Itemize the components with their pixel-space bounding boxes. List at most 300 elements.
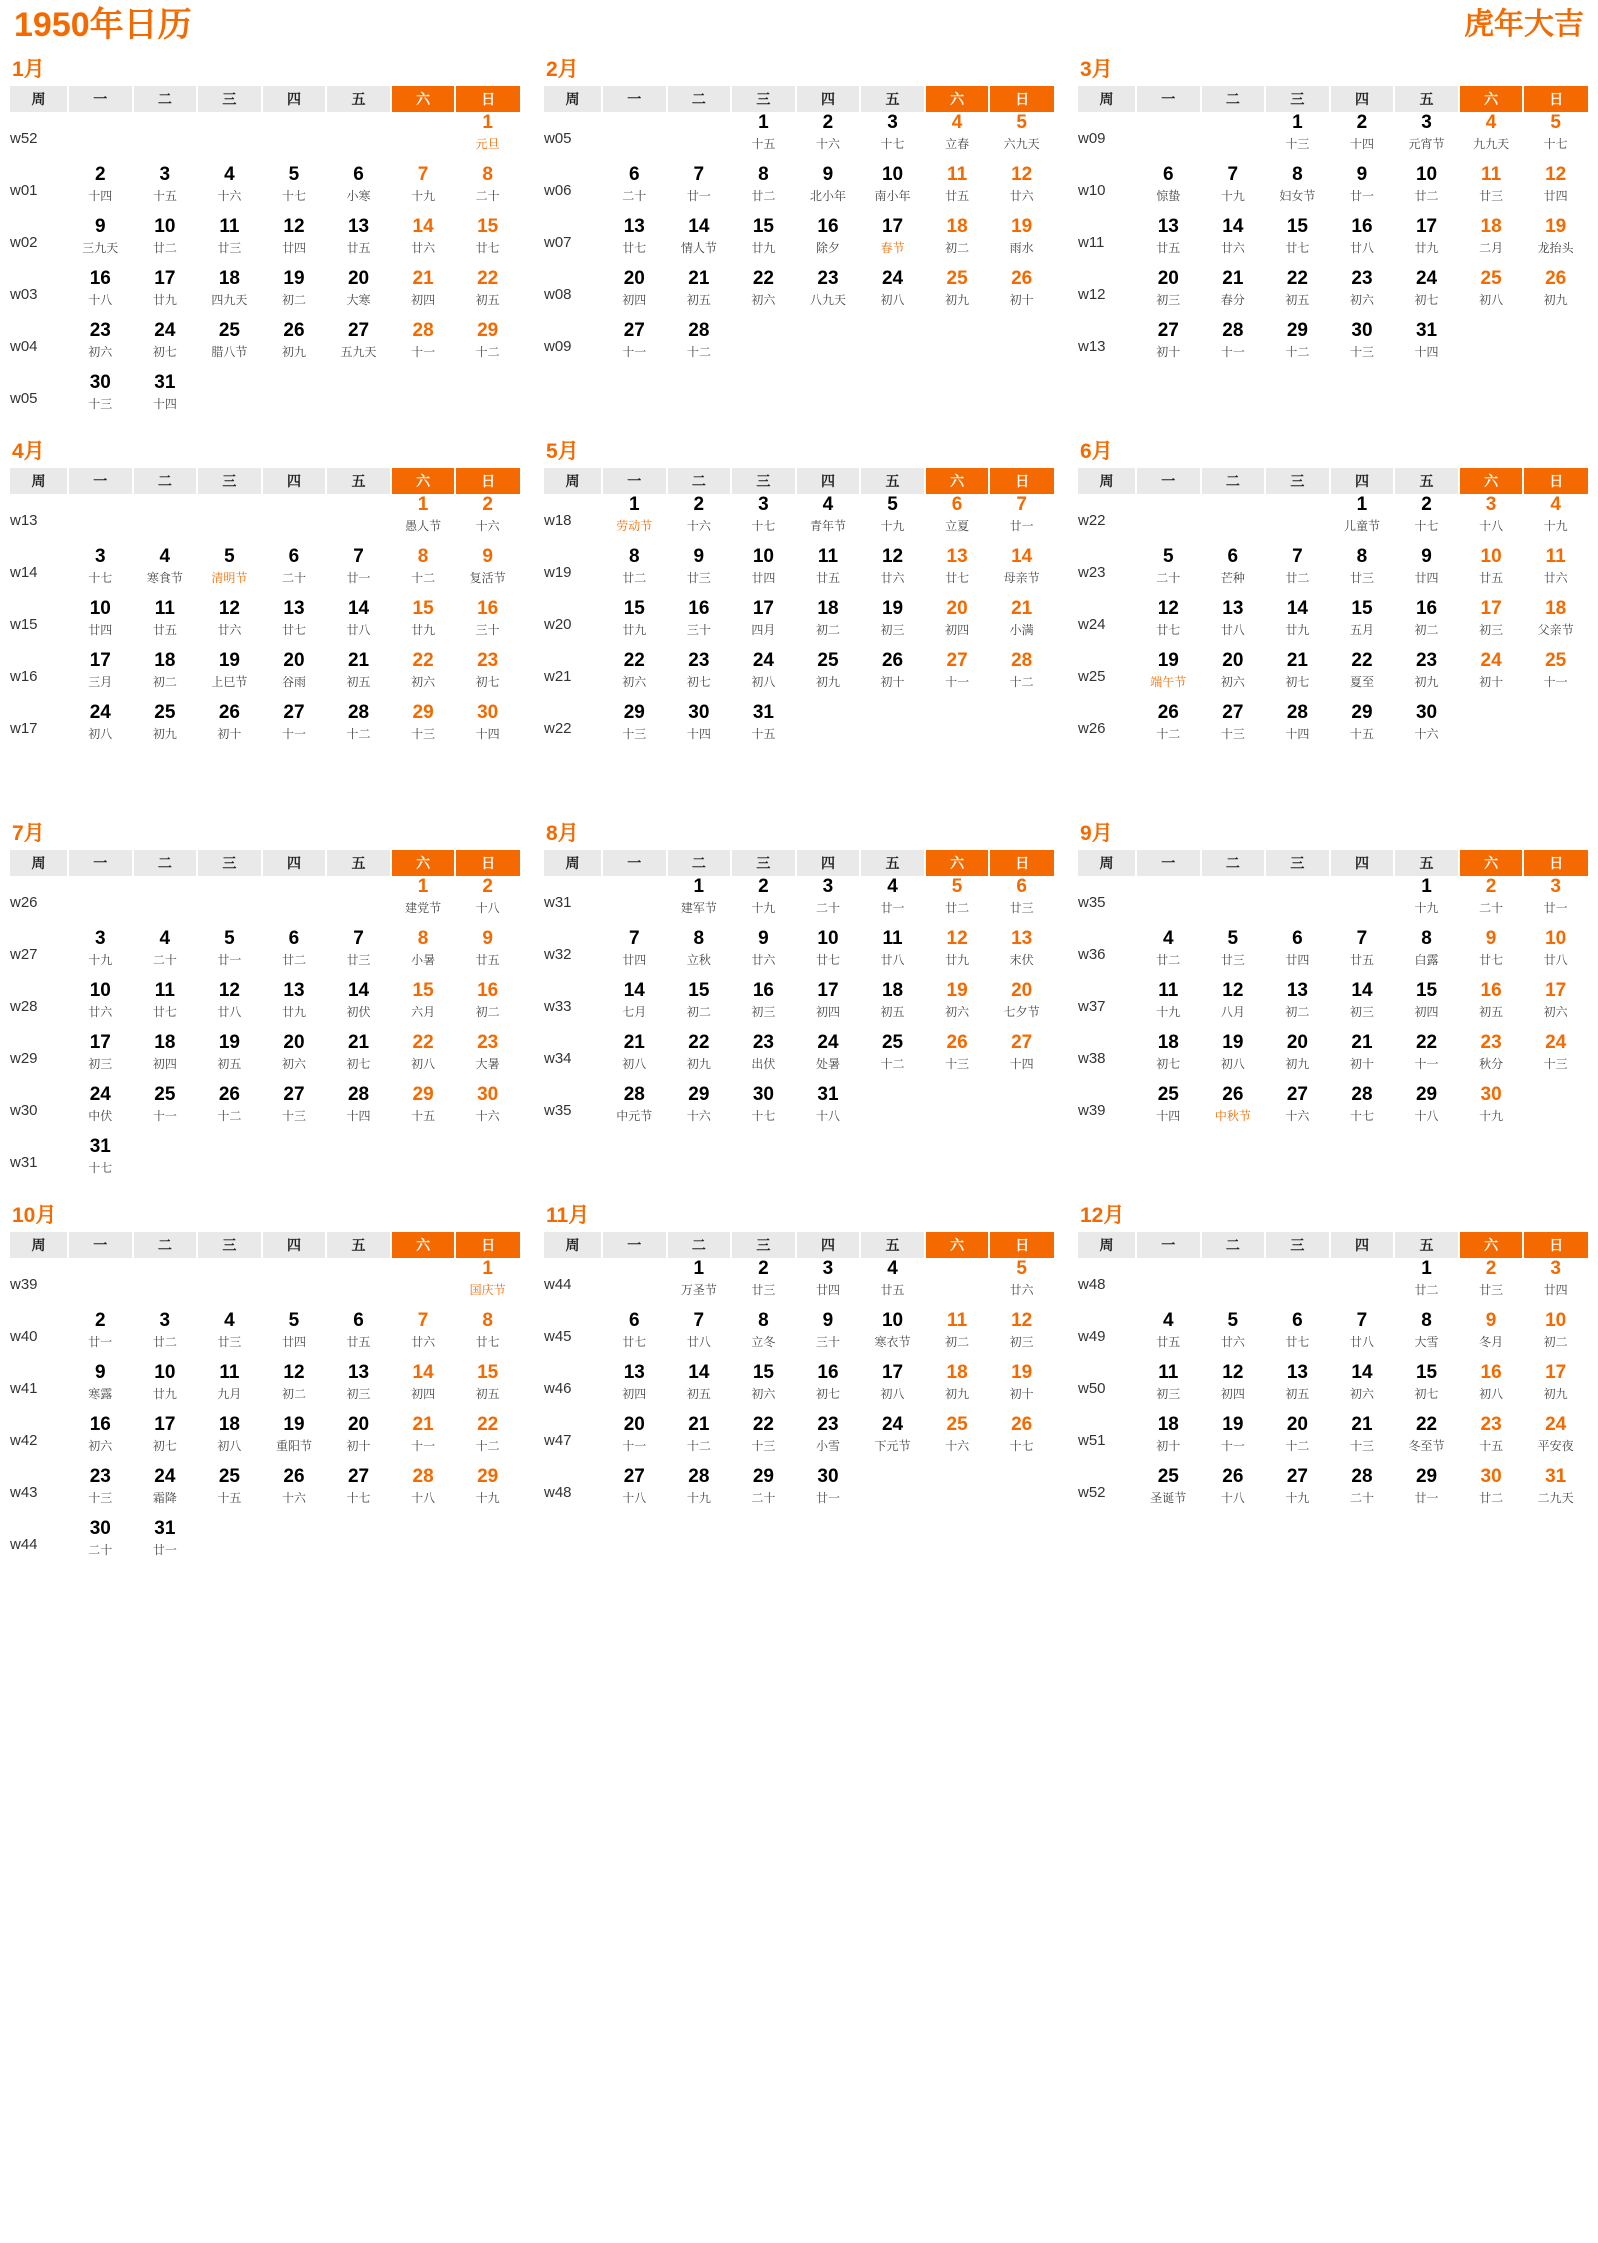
day-cell[interactable] (68, 372, 133, 424)
day-cell[interactable] (1523, 650, 1588, 702)
day-cell[interactable] (731, 494, 796, 546)
day-cell[interactable] (1330, 1032, 1395, 1084)
day-cell[interactable] (262, 268, 327, 320)
day-cell[interactable] (1330, 546, 1395, 598)
day-cell[interactable] (989, 268, 1054, 320)
day-cell[interactable] (1523, 1032, 1588, 1084)
day-cell[interactable] (1523, 1362, 1588, 1414)
day-cell[interactable] (391, 876, 456, 928)
day-cell[interactable] (1394, 876, 1459, 928)
day-cell[interactable] (1330, 320, 1395, 372)
day-cell[interactable] (860, 112, 925, 164)
day-cell[interactable] (1201, 598, 1266, 650)
day-cell[interactable] (133, 1518, 198, 1570)
day-cell[interactable] (391, 1466, 456, 1518)
day-cell[interactable] (925, 268, 990, 320)
day-cell[interactable] (262, 320, 327, 372)
day-cell[interactable] (860, 1362, 925, 1414)
day-cell[interactable] (262, 702, 327, 754)
day-cell[interactable] (860, 1310, 925, 1362)
day-cell[interactable] (1265, 112, 1330, 164)
day-cell[interactable] (1265, 980, 1330, 1032)
day-cell[interactable] (1394, 1310, 1459, 1362)
day-cell[interactable] (796, 650, 861, 702)
day-cell[interactable] (68, 216, 133, 268)
day-cell[interactable] (796, 598, 861, 650)
day-cell[interactable] (667, 1466, 732, 1518)
day-cell[interactable] (455, 320, 520, 372)
day-cell[interactable] (1136, 1084, 1201, 1136)
day-cell[interactable] (197, 702, 262, 754)
day-cell[interactable] (455, 164, 520, 216)
day-cell[interactable] (326, 980, 391, 1032)
day-cell[interactable] (1201, 268, 1266, 320)
day-cell[interactable] (1394, 1032, 1459, 1084)
day-cell[interactable] (989, 1414, 1054, 1466)
day-cell[interactable] (989, 216, 1054, 268)
day-cell[interactable] (326, 1310, 391, 1362)
day-cell[interactable] (197, 980, 262, 1032)
day-cell[interactable] (262, 1466, 327, 1518)
day-cell[interactable] (133, 1084, 198, 1136)
day-cell[interactable] (1459, 164, 1524, 216)
day-cell[interactable] (133, 980, 198, 1032)
day-cell[interactable] (925, 1032, 990, 1084)
day-cell[interactable] (197, 320, 262, 372)
day-cell[interactable] (1459, 216, 1524, 268)
day-cell[interactable] (1394, 980, 1459, 1032)
day-cell[interactable] (1201, 320, 1266, 372)
day-cell[interactable] (197, 650, 262, 702)
day-cell[interactable] (860, 598, 925, 650)
day-cell[interactable] (391, 320, 456, 372)
day-cell[interactable] (667, 1084, 732, 1136)
day-cell[interactable] (989, 546, 1054, 598)
day-cell[interactable] (989, 650, 1054, 702)
day-cell[interactable] (667, 1258, 732, 1310)
day-cell[interactable] (455, 216, 520, 268)
day-cell[interactable] (731, 876, 796, 928)
day-cell[interactable] (925, 598, 990, 650)
day-cell[interactable] (455, 1362, 520, 1414)
day-cell[interactable] (68, 1362, 133, 1414)
day-cell[interactable] (731, 1414, 796, 1466)
day-cell[interactable] (68, 1414, 133, 1466)
day-cell[interactable] (133, 1466, 198, 1518)
day-cell[interactable] (1201, 216, 1266, 268)
day-cell[interactable] (925, 876, 990, 928)
day-cell[interactable] (68, 1084, 133, 1136)
day-cell[interactable] (731, 1466, 796, 1518)
day-cell[interactable] (197, 268, 262, 320)
day-cell[interactable] (731, 650, 796, 702)
day-cell[interactable] (925, 980, 990, 1032)
day-cell[interactable] (391, 702, 456, 754)
day-cell[interactable] (667, 216, 732, 268)
day-cell[interactable] (391, 650, 456, 702)
day-cell[interactable] (262, 1362, 327, 1414)
day-cell[interactable] (1265, 1414, 1330, 1466)
day-cell[interactable] (262, 546, 327, 598)
day-cell[interactable] (796, 268, 861, 320)
day-cell[interactable] (197, 1084, 262, 1136)
day-cell[interactable] (455, 1084, 520, 1136)
day-cell[interactable] (989, 980, 1054, 1032)
day-cell[interactable] (796, 546, 861, 598)
day-cell[interactable] (1394, 702, 1459, 754)
day-cell[interactable] (731, 1362, 796, 1414)
day-cell[interactable] (1523, 1466, 1588, 1518)
day-cell[interactable] (197, 1414, 262, 1466)
day-cell[interactable] (667, 980, 732, 1032)
day-cell[interactable] (326, 164, 391, 216)
day-cell[interactable] (1523, 1414, 1588, 1466)
day-cell[interactable] (925, 1414, 990, 1466)
day-cell[interactable] (1523, 1258, 1588, 1310)
day-cell[interactable] (1394, 1466, 1459, 1518)
day-cell[interactable] (1136, 268, 1201, 320)
day-cell[interactable] (391, 598, 456, 650)
day-cell[interactable] (262, 1032, 327, 1084)
day-cell[interactable] (326, 320, 391, 372)
day-cell[interactable] (796, 928, 861, 980)
day-cell[interactable] (602, 164, 667, 216)
day-cell[interactable] (455, 1310, 520, 1362)
day-cell[interactable] (326, 1084, 391, 1136)
day-cell[interactable] (1523, 928, 1588, 980)
day-cell[interactable] (1394, 598, 1459, 650)
day-cell[interactable] (262, 1310, 327, 1362)
day-cell[interactable] (1523, 980, 1588, 1032)
day-cell[interactable] (68, 164, 133, 216)
day-cell[interactable] (391, 1310, 456, 1362)
day-cell[interactable] (602, 980, 667, 1032)
day-cell[interactable] (197, 1032, 262, 1084)
day-cell[interactable] (602, 1310, 667, 1362)
day-cell[interactable] (1523, 494, 1588, 546)
day-cell[interactable] (1459, 650, 1524, 702)
day-cell[interactable] (1330, 1414, 1395, 1466)
day-cell[interactable] (1330, 1466, 1395, 1518)
day-cell[interactable] (667, 164, 732, 216)
day-cell[interactable] (455, 1258, 520, 1310)
day-cell[interactable] (326, 216, 391, 268)
day-cell[interactable] (326, 598, 391, 650)
day-cell[interactable] (133, 320, 198, 372)
day-cell[interactable] (262, 164, 327, 216)
day-cell[interactable] (262, 216, 327, 268)
day-cell[interactable] (1459, 1084, 1524, 1136)
day-cell[interactable] (262, 1414, 327, 1466)
day-cell[interactable] (667, 320, 732, 372)
day-cell[interactable] (860, 546, 925, 598)
day-cell[interactable] (1136, 928, 1201, 980)
day-cell[interactable] (455, 546, 520, 598)
day-cell[interactable] (860, 1414, 925, 1466)
day-cell[interactable] (1459, 268, 1524, 320)
day-cell[interactable] (1330, 268, 1395, 320)
day-cell[interactable] (1201, 1310, 1266, 1362)
day-cell[interactable] (455, 1466, 520, 1518)
day-cell[interactable] (925, 1362, 990, 1414)
day-cell[interactable] (667, 876, 732, 928)
day-cell[interactable] (197, 598, 262, 650)
day-cell[interactable] (1394, 112, 1459, 164)
day-cell[interactable] (1394, 1084, 1459, 1136)
day-cell[interactable] (133, 546, 198, 598)
day-cell[interactable] (989, 928, 1054, 980)
day-cell[interactable] (796, 1258, 861, 1310)
day-cell[interactable] (455, 494, 520, 546)
day-cell[interactable] (455, 702, 520, 754)
day-cell[interactable] (1201, 928, 1266, 980)
day-cell[interactable] (68, 1136, 133, 1188)
day-cell[interactable] (667, 1032, 732, 1084)
day-cell[interactable] (667, 546, 732, 598)
day-cell[interactable] (1201, 1414, 1266, 1466)
day-cell[interactable] (262, 928, 327, 980)
day-cell[interactable] (1459, 598, 1524, 650)
day-cell[interactable] (262, 980, 327, 1032)
day-cell[interactable] (1136, 598, 1201, 650)
day-cell[interactable] (133, 598, 198, 650)
day-cell[interactable] (1265, 598, 1330, 650)
day-cell[interactable] (1201, 1362, 1266, 1414)
day-cell[interactable] (68, 268, 133, 320)
day-cell[interactable] (1136, 1362, 1201, 1414)
day-cell[interactable] (989, 1310, 1054, 1362)
day-cell[interactable] (1459, 1032, 1524, 1084)
day-cell[interactable] (197, 928, 262, 980)
day-cell[interactable] (262, 598, 327, 650)
day-cell[interactable] (989, 1362, 1054, 1414)
day-cell[interactable] (133, 928, 198, 980)
day-cell[interactable] (860, 980, 925, 1032)
day-cell[interactable] (667, 494, 732, 546)
day-cell[interactable] (1523, 598, 1588, 650)
day-cell[interactable] (1265, 1362, 1330, 1414)
day-cell[interactable] (731, 1310, 796, 1362)
day-cell[interactable] (133, 268, 198, 320)
day-cell[interactable] (860, 216, 925, 268)
day-cell[interactable] (1265, 702, 1330, 754)
day-cell[interactable] (326, 1032, 391, 1084)
day-cell[interactable] (602, 1466, 667, 1518)
day-cell[interactable] (1265, 216, 1330, 268)
day-cell[interactable] (1330, 928, 1395, 980)
day-cell[interactable] (68, 928, 133, 980)
day-cell[interactable] (391, 216, 456, 268)
day-cell[interactable] (1523, 546, 1588, 598)
day-cell[interactable] (989, 876, 1054, 928)
day-cell[interactable] (925, 216, 990, 268)
day-cell[interactable] (455, 876, 520, 928)
day-cell[interactable] (391, 1362, 456, 1414)
day-cell[interactable] (602, 1362, 667, 1414)
day-cell[interactable] (133, 164, 198, 216)
day-cell[interactable] (796, 164, 861, 216)
day-cell[interactable] (860, 1258, 925, 1310)
day-cell[interactable] (1459, 980, 1524, 1032)
day-cell[interactable] (1459, 876, 1524, 928)
day-cell[interactable] (1523, 164, 1588, 216)
day-cell[interactable] (1201, 1032, 1266, 1084)
day-cell[interactable] (1394, 546, 1459, 598)
day-cell[interactable] (1330, 1362, 1395, 1414)
day-cell[interactable] (1459, 112, 1524, 164)
day-cell[interactable] (1459, 1310, 1524, 1362)
day-cell[interactable] (1523, 112, 1588, 164)
day-cell[interactable] (197, 1466, 262, 1518)
day-cell[interactable] (455, 598, 520, 650)
day-cell[interactable] (1459, 1258, 1524, 1310)
day-cell[interactable] (1394, 1362, 1459, 1414)
day-cell[interactable] (1330, 112, 1395, 164)
day-cell[interactable] (667, 1362, 732, 1414)
day-cell[interactable] (602, 702, 667, 754)
day-cell[interactable] (602, 268, 667, 320)
day-cell[interactable] (68, 650, 133, 702)
day-cell[interactable] (68, 546, 133, 598)
day-cell[interactable] (1330, 702, 1395, 754)
day-cell[interactable] (602, 216, 667, 268)
day-cell[interactable] (731, 216, 796, 268)
day-cell[interactable] (925, 546, 990, 598)
day-cell[interactable] (667, 928, 732, 980)
day-cell[interactable] (1136, 1466, 1201, 1518)
day-cell[interactable] (1330, 598, 1395, 650)
day-cell[interactable] (391, 1084, 456, 1136)
day-cell[interactable] (860, 650, 925, 702)
day-cell[interactable] (925, 164, 990, 216)
day-cell[interactable] (602, 1414, 667, 1466)
day-cell[interactable] (1394, 928, 1459, 980)
day-cell[interactable] (391, 980, 456, 1032)
day-cell[interactable] (989, 494, 1054, 546)
day-cell[interactable] (326, 650, 391, 702)
day-cell[interactable] (1136, 320, 1201, 372)
day-cell[interactable] (667, 1310, 732, 1362)
day-cell[interactable] (455, 268, 520, 320)
day-cell[interactable] (326, 1466, 391, 1518)
day-cell[interactable] (455, 1414, 520, 1466)
day-cell[interactable] (197, 216, 262, 268)
day-cell[interactable] (1330, 164, 1395, 216)
day-cell[interactable] (262, 1084, 327, 1136)
day-cell[interactable] (667, 598, 732, 650)
day-cell[interactable] (197, 546, 262, 598)
day-cell[interactable] (262, 650, 327, 702)
day-cell[interactable] (1459, 546, 1524, 598)
day-cell[interactable] (1201, 1466, 1266, 1518)
day-cell[interactable] (860, 268, 925, 320)
day-cell[interactable] (133, 1414, 198, 1466)
day-cell[interactable] (602, 1084, 667, 1136)
day-cell[interactable] (1201, 702, 1266, 754)
day-cell[interactable] (731, 1032, 796, 1084)
day-cell[interactable] (796, 1310, 861, 1362)
day-cell[interactable] (989, 1258, 1054, 1310)
day-cell[interactable] (133, 372, 198, 424)
day-cell[interactable] (602, 598, 667, 650)
day-cell[interactable] (133, 1362, 198, 1414)
day-cell[interactable] (796, 1032, 861, 1084)
day-cell[interactable] (1394, 216, 1459, 268)
day-cell[interactable] (455, 1032, 520, 1084)
day-cell[interactable] (1136, 650, 1201, 702)
day-cell[interactable] (731, 164, 796, 216)
day-cell[interactable] (1136, 546, 1201, 598)
day-cell[interactable] (326, 268, 391, 320)
day-cell[interactable] (68, 1032, 133, 1084)
day-cell[interactable] (1459, 928, 1524, 980)
day-cell[interactable] (989, 164, 1054, 216)
day-cell[interactable] (68, 1466, 133, 1518)
day-cell[interactable] (1394, 164, 1459, 216)
day-cell[interactable] (68, 320, 133, 372)
day-cell[interactable] (1459, 494, 1524, 546)
day-cell[interactable] (391, 546, 456, 598)
day-cell[interactable] (1136, 1032, 1201, 1084)
day-cell[interactable] (1265, 1084, 1330, 1136)
day-cell[interactable] (391, 928, 456, 980)
day-cell[interactable] (68, 1310, 133, 1362)
day-cell[interactable] (1330, 216, 1395, 268)
day-cell[interactable] (197, 1362, 262, 1414)
day-cell[interactable] (1330, 650, 1395, 702)
day-cell[interactable] (1201, 1084, 1266, 1136)
day-cell[interactable] (391, 268, 456, 320)
day-cell[interactable] (1330, 1310, 1395, 1362)
day-cell[interactable] (860, 164, 925, 216)
day-cell[interactable] (796, 980, 861, 1032)
day-cell[interactable] (1136, 216, 1201, 268)
day-cell[interactable] (455, 980, 520, 1032)
day-cell[interactable] (731, 598, 796, 650)
day-cell[interactable] (731, 980, 796, 1032)
day-cell[interactable] (989, 1032, 1054, 1084)
day-cell[interactable] (1201, 650, 1266, 702)
day-cell[interactable] (1523, 216, 1588, 268)
day-cell[interactable] (731, 268, 796, 320)
day-cell[interactable] (796, 216, 861, 268)
day-cell[interactable] (1394, 494, 1459, 546)
day-cell[interactable] (1136, 164, 1201, 216)
day-cell[interactable] (455, 928, 520, 980)
day-cell[interactable] (925, 928, 990, 980)
day-cell[interactable] (602, 494, 667, 546)
day-cell[interactable] (667, 702, 732, 754)
day-cell[interactable] (796, 1362, 861, 1414)
day-cell[interactable] (1394, 650, 1459, 702)
day-cell[interactable] (989, 112, 1054, 164)
day-cell[interactable] (1265, 268, 1330, 320)
day-cell[interactable] (667, 268, 732, 320)
day-cell[interactable] (602, 320, 667, 372)
day-cell[interactable] (1265, 1466, 1330, 1518)
day-cell[interactable] (1459, 1362, 1524, 1414)
day-cell[interactable] (1330, 980, 1395, 1032)
day-cell[interactable] (731, 928, 796, 980)
day-cell[interactable] (796, 1084, 861, 1136)
day-cell[interactable] (796, 1466, 861, 1518)
day-cell[interactable] (1136, 1414, 1201, 1466)
day-cell[interactable] (455, 650, 520, 702)
day-cell[interactable] (860, 1032, 925, 1084)
day-cell[interactable] (1459, 1466, 1524, 1518)
day-cell[interactable] (1265, 164, 1330, 216)
day-cell[interactable] (731, 702, 796, 754)
